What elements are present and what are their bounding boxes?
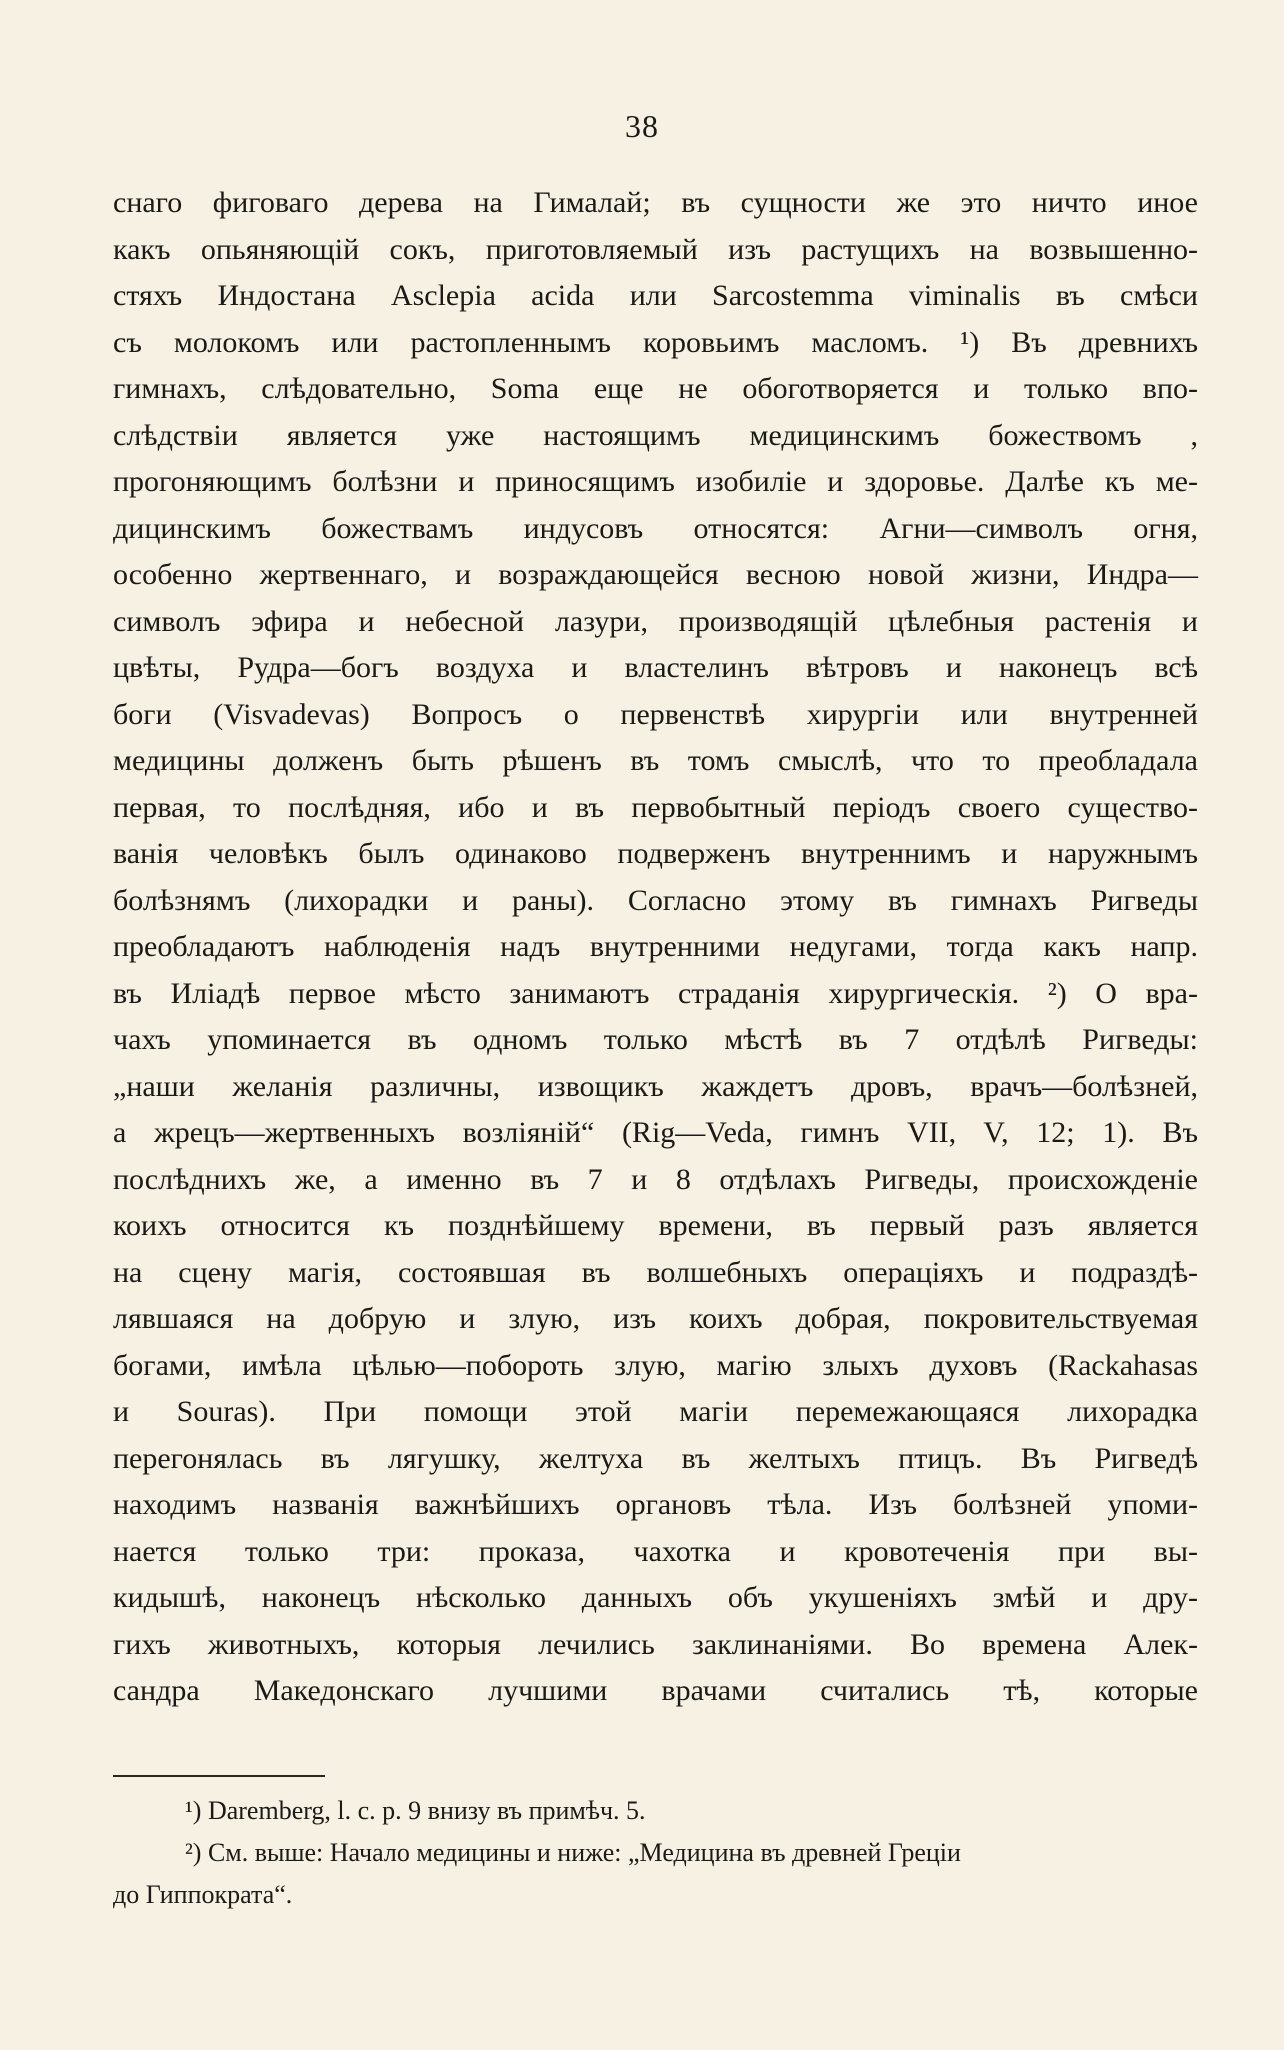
text-line: коихъ относится къ позднѣйшему времени, въ первый разъ является <box>113 1209 1198 1242</box>
text-line: какъ опьяняющій сокъ, приготовляемый изъ растущихъ на возвышенно- <box>113 232 1198 266</box>
page-number: 38 <box>625 108 659 144</box>
text-line: послѣднихъ же, а именно въ 7 и 8 отдѣлахъ Ригведы, происхожденіе <box>113 1162 1198 1196</box>
text-line: чахъ упоминается въ одномъ только мѣстѣ въ 7 отдѣлѣ Ригведы: <box>113 1023 1198 1056</box>
text-line: и Souras). При помощи этой магіи перемежающаяся лихорадка <box>113 1395 1198 1428</box>
text-line: болѣзнямъ (лихорадки и раны). Согласно этому въ гимнахъ Ригведы <box>113 883 1198 917</box>
text-line: слѣдствіи является уже настоящимъ медицинскимъ божествомъ , <box>113 418 1198 452</box>
footnote-2-continuation: до Гиппократа“. <box>113 1880 293 1909</box>
text-line: сандра Македонскаго лучшими врачами считались тѣ, которые <box>113 1674 1198 1707</box>
text-line: лявшаяся на добрую и злую, изъ коихъ добрая, покровительствуемая <box>113 1302 1198 1335</box>
footnotes <box>113 1790 1198 1916</box>
text-line: перегонялась въ лягушку, желтуха въ желтыхъ птицъ. Въ Ригведѣ <box>113 1441 1198 1475</box>
text-line: первая, то послѣдняя, ибо и въ первобытный періодъ своего существо- <box>113 790 1198 824</box>
body-text <box>113 180 1198 1715</box>
text-line: „наши желанія различны, извощикъ жаждетъ дровъ, врачъ—болѣзней, <box>113 1069 1198 1103</box>
text-line: съ молокомъ или растопленнымъ коровьимъ масломъ. ¹) Въ древнихъ <box>113 325 1198 359</box>
footnote-divider <box>113 1775 325 1777</box>
text-line: медицины долженъ быть рѣшенъ въ томъ смыслѣ, что то преобладала <box>113 744 1198 777</box>
text-line: на сцену магія, состоявшая въ волшебныхъ операціяхъ и подраздѣ- <box>113 1255 1198 1289</box>
text-line: въ Иліадѣ первое мѣсто занимаютъ страданія хирургическія. ²) О вра- <box>113 976 1198 1010</box>
text-line: цвѣты, Рудра—богъ воздуха и властелинъ вѣтровъ и наконецъ всѣ <box>113 651 1198 684</box>
text-line: стяхъ Индостана Asclepia acida или Sarcostemma viminalis въ смѣси <box>113 279 1198 312</box>
text-line: преобладаютъ наблюденія надъ внутренними недугами, тогда какъ напр. <box>113 930 1198 963</box>
text-line: боги (Visvadevas) Вопросъ о первенствѣ хирургіи или внутренней <box>113 697 1198 731</box>
text-line: символъ эфира и небесной лазури, производящій цѣлебныя растенія и <box>113 604 1198 638</box>
text-line: снаго фиговаго дерева на Гималай; въ сущности же это ничто иное <box>113 186 1198 219</box>
text-line: дицинскимъ божествамъ индусовъ относятся: Агни—символъ огня, <box>113 511 1198 545</box>
footnote-1: ¹) Daremberg, l. c. p. 9 внизу въ примѣч. 5. <box>185 1796 646 1825</box>
text-line: а жрецъ—жертвенныхъ возліяній“ (Rig—Veda, гимнъ VII, V, 12; 1). Въ <box>113 1116 1198 1149</box>
text-line: гимнахъ, слѣдовательно, Soma еще не обоготворяется и только впо- <box>113 372 1198 405</box>
text-line: находимъ названія важнѣйшихъ органовъ тѣла. Изъ болѣзней упоми- <box>113 1488 1198 1521</box>
text-line: ванія человѣкъ былъ одинаково подверженъ внутреннимъ и наружнымъ <box>113 837 1198 870</box>
text-line: богами, имѣла цѣлью—побороть злую, магію злыхъ духовъ (Rackahasas <box>113 1348 1198 1382</box>
text-line: кидышѣ, наконецъ нѣсколько данныхъ объ укушеніяхъ змѣй и дру- <box>113 1581 1198 1614</box>
text-line: гихъ животныхъ, которыя лечились заклинаніями. Во времена Алек- <box>113 1627 1198 1661</box>
text-line: прогоняющимъ болѣзни и приносящимъ изобиліе и здоровье. Далѣе къ ме- <box>113 465 1198 498</box>
text-line: нается только три: проказа, чахотка и кровотеченія при вы- <box>113 1534 1198 1568</box>
text-line: особенно жертвеннаго, и возраждающейся весною новой жизни, Индра— <box>113 558 1198 591</box>
footnote-2: ²) См. выше: Начало медицины и ниже: „Медицина въ древней Греціи <box>185 1838 961 1867</box>
